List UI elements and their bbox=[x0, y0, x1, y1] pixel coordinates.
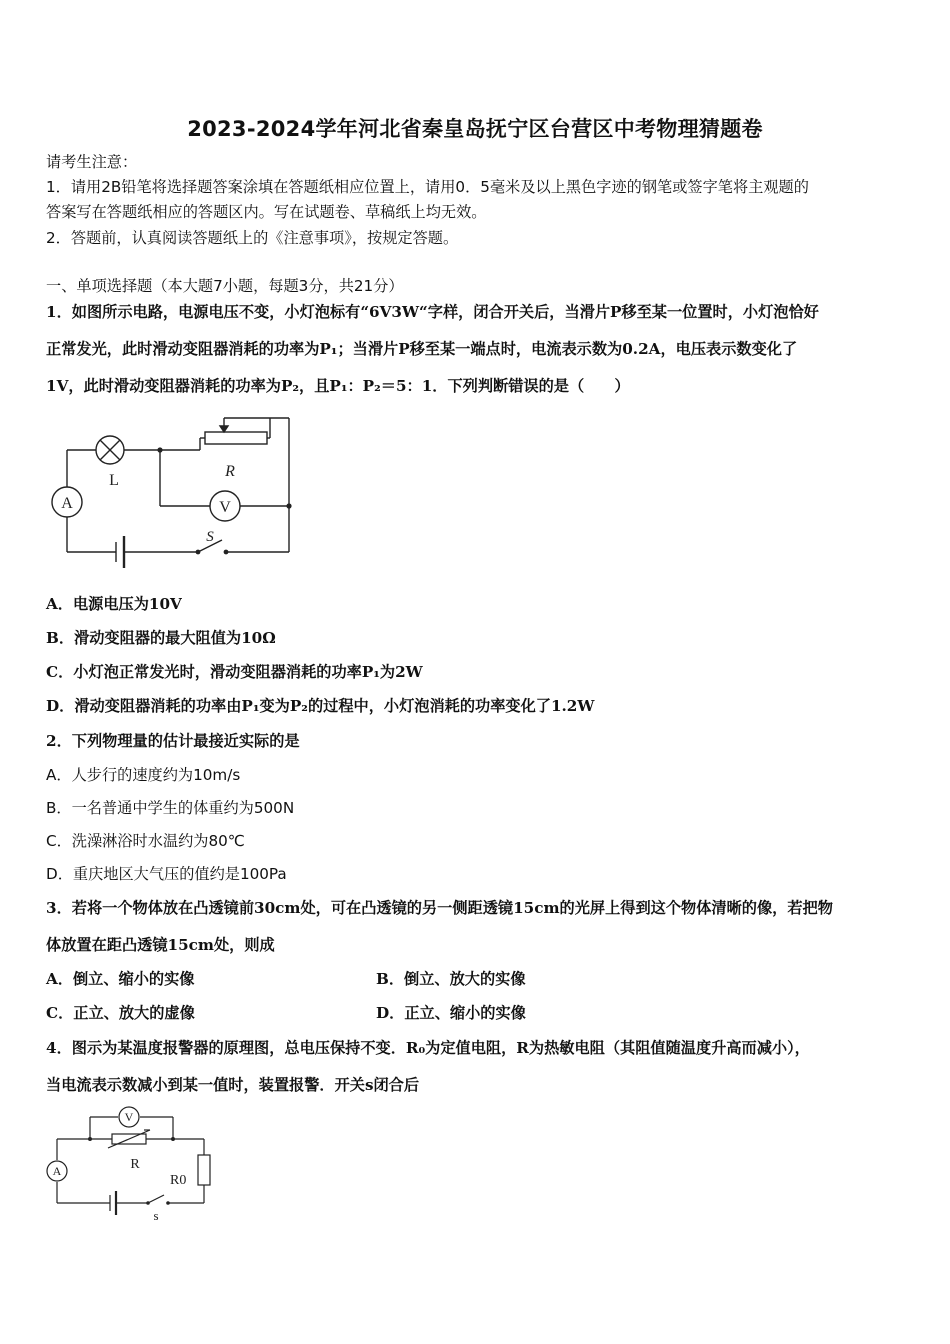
section-heading: 一、单项选择题（本大题7小题，每题3分，共21分） bbox=[46, 277, 404, 295]
q1-stem-line1: 1．如图所示电路，电源电压不变，小灯泡标有“6V3W“字样，闭合开关后，当滑片P移至某一位置时，小灯泡恰好 bbox=[46, 303, 819, 321]
q1-option-a: A．电源电压为10V bbox=[46, 595, 182, 613]
switch-label: S bbox=[206, 529, 214, 545]
notice-item-1b: 答案写在答题纸相应的答题区内。写在试题卷、草稿纸上均无效。 bbox=[46, 203, 487, 221]
q2-option-c: C．洗澡淋浴时水温约为80℃ bbox=[46, 832, 245, 850]
q1-stem-line3: 1V，此时滑动变阻器消耗的功率为P₂，且P₁：P₂＝5：1．下列判断错误的是（ ） bbox=[46, 377, 630, 395]
q3-stem-line1: 3．若将一个物体放在凸透镜前30cm处，可在凸透镜的另一侧距透镜15cm的光屏上得到这个物体清晰的像，若把物 bbox=[46, 899, 833, 917]
q4-circuit-diagram bbox=[40, 1105, 220, 1225]
voltmeter-label: V bbox=[219, 499, 231, 516]
q2-option-d: D．重庆地区大气压的值约是100Pa bbox=[46, 865, 287, 883]
notice-item-1a: 1．请用2B铅笔将选择题答案涂填在答题纸相应位置上，请用0．5毫米及以上黑色字迹的钢笔或签字笔将主观题的 bbox=[46, 178, 809, 196]
q1-option-c: C．小灯泡正常发光时，滑动变阻器消耗的功率P₁为2W bbox=[46, 663, 423, 681]
q4-voltmeter-label: V bbox=[124, 1110, 134, 1124]
q4-ammeter-label: A bbox=[52, 1164, 62, 1178]
page-title: 2023-2024学年河北省秦皇岛抚宁区台营区中考物理猜题卷 bbox=[187, 117, 763, 141]
ammeter-label: A bbox=[61, 495, 73, 512]
q4-resistor-label: R0 bbox=[170, 1173, 187, 1188]
notice-item-2: 2．答题前，认真阅读答题纸上的《注意事项》，按规定答题。 bbox=[46, 229, 459, 247]
q4-stem-line2: 当电流表示数减小到某一值时，装置报警．开关s闭合后 bbox=[46, 1076, 420, 1094]
q3-options-row2 bbox=[46, 1003, 910, 1023]
q1-option-b: B．滑动变阻器的最大阻值为10Ω bbox=[46, 629, 276, 647]
q3-option-d: D．正立、缩小的实像 bbox=[376, 1004, 526, 1022]
q2-option-a: A．人步行的速度约为10m/s bbox=[46, 766, 241, 784]
rheostat-label: R bbox=[225, 463, 235, 480]
q1-circuit-diagram bbox=[40, 410, 310, 575]
q4-thermistor-label: R bbox=[130, 1157, 140, 1172]
q4-stem-line1: 4．图示为某温度报警器的原理图，总电压保持不变．R₀为定值电阻，R为热敏电阻（其阻值随温度升高而减小）， bbox=[46, 1039, 810, 1057]
q4-switch-label: s bbox=[153, 1208, 159, 1223]
q3-option-b: B．倒立、放大的实像 bbox=[376, 970, 526, 988]
q3-option-c: C．正立、放大的虚像 bbox=[46, 1004, 195, 1022]
lamp-label: L bbox=[109, 472, 119, 489]
notice-heading: 请考生注意： bbox=[46, 153, 138, 171]
q3-options-row1 bbox=[46, 969, 910, 989]
q2-stem: 2．下列物理量的估计最接近实际的是 bbox=[46, 732, 300, 750]
slider-arrow-icon bbox=[220, 426, 228, 432]
fixed-resistor-icon bbox=[198, 1155, 210, 1185]
q1-option-d: D．滑动变阻器消耗的功率由P₁变为P₂的过程中，小灯泡消耗的功率变化了1.2W bbox=[46, 697, 595, 715]
q2-option-b: B．一名普通中学生的体重约为500N bbox=[46, 799, 295, 817]
q1-stem-line2: 正常发光，此时滑动变阻器消耗的功率为P₁；当滑片P移至某一端点时，电流表示数为0.2A，电压表示数变化了 bbox=[46, 340, 798, 358]
rheostat-resistor bbox=[205, 432, 267, 444]
q3-option-a: A．倒立、缩小的实像 bbox=[46, 970, 195, 988]
q3-stem-line2: 体放置在距凸透镜15cm处，则成 bbox=[46, 936, 275, 954]
